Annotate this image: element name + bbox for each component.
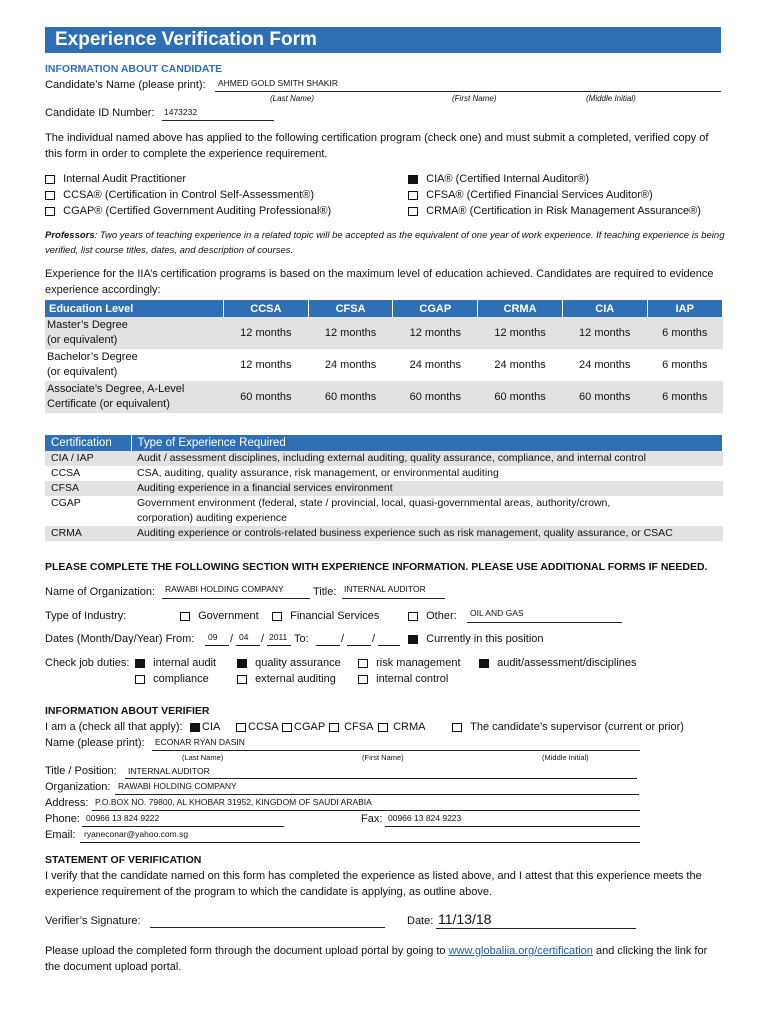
duty-external-auditing[interactable]: external auditing [237, 673, 336, 685]
date-value: 11/13/18 [438, 911, 492, 927]
verifier-last-name-caption: (Last Name) [182, 753, 224, 762]
industry-government[interactable]: Government [180, 610, 259, 622]
to-month-field[interactable] [316, 633, 340, 646]
verifier-position-value: INTERNAL AUDITOR [128, 766, 210, 776]
program-crma-checkbox[interactable] [408, 207, 418, 216]
duty-external-auditing-checkbox[interactable] [237, 675, 247, 684]
verifier-name-value: ECONAR RYAN DASIN [155, 737, 245, 747]
verifier-address-value: P.O.BOX NO. 79800, AL KHOBAR 31952, KINGDOM OF SAUDI ARABIA [95, 797, 372, 807]
upload-text: Please upload the completed form through the document upload portal by going to www.globaliia.org/certification and clicking the link for the document upload portal. [45, 945, 708, 973]
table-row: Master’s Degree (or equivalent) 12 months 12 months 12 months 12 months 12 months 6 months [45, 317, 723, 349]
verifier-phone-label: Phone: [45, 813, 80, 825]
program-crma[interactable]: CRMA® (Certification in Risk Management Assurance®) [408, 205, 701, 217]
duty-internal-control[interactable]: internal control [358, 673, 448, 685]
verifier-org-value: RAWABI HOLDING COMPANY [118, 781, 237, 791]
statement-heading: STATEMENT OF VERIFICATION [45, 854, 202, 866]
candidate-id-value: 1473232 [164, 107, 198, 117]
verifier-crma-checkbox[interactable] [378, 723, 388, 732]
duty-risk-management-checkbox[interactable] [358, 659, 368, 668]
experience-type-table [45, 435, 723, 541]
dates-label: Dates (Month/Day/Year) From: [45, 633, 195, 645]
industry-other-value: OIL AND GAS [470, 608, 524, 618]
to-day-field[interactable] [347, 633, 371, 646]
to-year-field[interactable] [378, 633, 400, 646]
program-cia[interactable]: CIA® (Certified Internal Auditor®) [408, 173, 589, 185]
verifier-ccsa-checkbox[interactable] [236, 723, 246, 732]
program-cgap-checkbox[interactable] [45, 207, 55, 216]
verifier-heading: INFORMATION ABOUT VERIFIER [45, 705, 210, 717]
education-table-header: Education Level CCSA CFSA CGAP CRMA CIA IAP [45, 300, 723, 317]
verifier-email-value: ryaneconar@yahoo.com.sg [84, 829, 189, 839]
table-row: CCSA CSA, auditing, quality assurance, risk management, or environmental auditing [51, 467, 499, 479]
industry-label: Type of Industry: [45, 610, 127, 622]
verifier-iam-label: I am a (check all that apply): [45, 721, 183, 733]
verifier-address-label: Address: [45, 797, 89, 809]
verifier-fax-value: 00966 13 824 9223 [388, 813, 462, 823]
program-ccsa-checkbox[interactable] [45, 191, 55, 200]
program-iap-checkbox[interactable] [45, 175, 55, 184]
candidate-heading: INFORMATION ABOUT CANDIDATE [45, 63, 223, 75]
duty-audit-assessment-checkbox[interactable] [479, 659, 489, 668]
program-iap[interactable]: Internal Audit Practitioner [45, 173, 186, 185]
verifier-name-label: Name (please print): [45, 737, 145, 749]
candidate-name-label: Candidate’s Name (please print): [45, 79, 206, 91]
certification-link[interactable]: www.globaliia.org/certification [448, 945, 593, 957]
duty-internal-audit-checkbox[interactable] [135, 659, 145, 668]
table-row: CRMA Auditing experience or controls-related business experience such as risk management, quality assurance, or CSAC [45, 526, 723, 541]
candidate-last-name-caption: (Last Name) [270, 94, 315, 103]
duty-audit-assessment[interactable]: audit/assessment/disciplines [479, 657, 637, 669]
title-value: INTERNAL AUDITOR [344, 584, 426, 594]
education-table [45, 300, 723, 413]
verifier-cert-ccsa[interactable]: CCSA [236, 721, 279, 733]
program-cfsa-checkbox[interactable] [408, 191, 418, 200]
candidate-first-name-caption: (First Name) [452, 94, 497, 103]
industry-financial[interactable]: Financial Services [272, 610, 379, 622]
program-cgap[interactable]: CGAP® (Certified Government Auditing Professional®) [45, 205, 331, 217]
org-label: Name of Organization: [45, 586, 156, 598]
verifier-cert-cfsa[interactable]: CFSA [329, 721, 373, 733]
candidate-middle-initial-caption: (Middle Initial) [586, 94, 636, 103]
duty-risk-management[interactable]: risk management [358, 657, 461, 669]
verifier-cert-cgap[interactable]: CGAP [282, 721, 325, 733]
candidate-name-value: AHMED GOLD SMITH SHAKIR [218, 78, 338, 88]
verifier-org-label: Organization: [45, 781, 111, 793]
org-value: RAWABI HOLDING COMPANY [165, 584, 284, 594]
form-title-bar [45, 27, 721, 53]
verifier-supervisor-checkbox[interactable] [452, 723, 462, 732]
title-label: Title: [313, 586, 337, 598]
verifier-middle-initial-caption: (Middle Initial) [542, 753, 589, 762]
duty-quality-assurance[interactable]: quality assurance [237, 657, 341, 669]
program-cia-checkbox[interactable] [408, 175, 418, 184]
program-cfsa[interactable]: CFSA® (Certified Financial Services Auditor®) [408, 189, 653, 201]
complete-section-heading: PLEASE COMPLETE THE FOLLOWING SECTION WITH EXPERIENCE INFORMATION. PLEASE USE ADDITIONAL FORMS IF NEEDED. [45, 561, 708, 573]
signature-field[interactable] [150, 915, 385, 928]
table-row: Bachelor’s Degree (or equivalent) 12 months 24 months 24 months 24 months 24 months 6 months [47, 351, 708, 378]
verifier-cgap-checkbox[interactable] [282, 723, 292, 732]
industry-other-checkbox[interactable] [408, 612, 418, 621]
verifier-cfsa-checkbox[interactable] [329, 723, 339, 732]
statement-text: I verify that the candidate named on this form has completed the experience as listed above, and I attest that this experience meets the experience requirement of the program to which the candidate is applying, as outline above. [45, 870, 702, 898]
industry-other[interactable]: Other: [408, 610, 457, 622]
verifier-email-label: Email: [45, 829, 76, 841]
program-ccsa[interactable]: CCSA® (Certification in Control Self-Assessment®) [45, 189, 314, 201]
table-row: CFSA Auditing experience in a financial services environment [45, 481, 723, 496]
table-row: Associate’s Degree, A-Level Certificate (or equivalent) 60 months 60 months 60 months 60 months 60 months 6 months [45, 381, 723, 413]
duty-compliance[interactable]: compliance [135, 673, 209, 685]
verifier-cert-crma[interactable]: CRMA [378, 721, 425, 733]
intro-text: The individual named above has applied to the following certification program (check one) and must submit a completed, verified copy of this form in order to complete the experience requirement. [45, 132, 709, 160]
form-title: Experience Verification Form [55, 29, 317, 50]
duty-quality-assurance-checkbox[interactable] [237, 659, 247, 668]
candidate-id-label: Candidate ID Number: [45, 107, 155, 119]
professors-note: Professors: Two years of teaching experience in a related topic will be accepted as the equivalent of one year of work experience. If teaching experience is being verified, list course titles, dates, and description of courses. [45, 230, 725, 256]
verifier-cia-checkbox[interactable] [190, 723, 200, 732]
education-text: Experience for the IIA’s certification programs is based on the maximum level of education achieved. Candidates are required to evidence experience accordingly: [45, 268, 714, 296]
duty-internal-control-checkbox[interactable] [358, 675, 368, 684]
verifier-first-name-caption: (First Name) [362, 753, 404, 762]
date-label: Date: [407, 915, 434, 927]
industry-financial-checkbox[interactable] [272, 612, 282, 621]
duties-label: Check job duties: [45, 657, 130, 669]
currently-in-position[interactable]: Currently in this position [408, 633, 544, 645]
from-month-value: 09 [208, 632, 218, 642]
duty-compliance-checkbox[interactable] [135, 675, 145, 684]
from-day-value: 04 [239, 632, 249, 642]
signature-label: Verifier’s Signature: [45, 915, 141, 927]
table-row: CGAP Government environment (federal, state / provincial, local, quasi-governmental areas, authority/crown, corporation) auditing experience [51, 497, 611, 524]
industry-government-checkbox[interactable] [180, 612, 190, 621]
verifier-phone-value: 00966 13 824 9222 [86, 813, 160, 823]
verifier-position-label: Title / Position: [45, 765, 117, 777]
duty-internal-audit[interactable]: internal audit [135, 657, 216, 669]
currently-in-position-checkbox[interactable] [408, 635, 418, 644]
table-row: CIA / IAP Audit / assessment disciplines, including external auditing, quality assurance, compliance, and internal control [45, 451, 723, 466]
experience-type-table-header: Certification Type of Experience Required [45, 435, 723, 451]
verifier-supervisor[interactable]: The candidate’s supervisor (current or prior) [452, 721, 684, 733]
to-label: To: [294, 633, 309, 645]
verifier-fax-label: Fax: [361, 813, 383, 825]
verifier-cert-cia[interactable]: CIA [190, 721, 220, 733]
from-year-value: 2011 [269, 632, 288, 642]
